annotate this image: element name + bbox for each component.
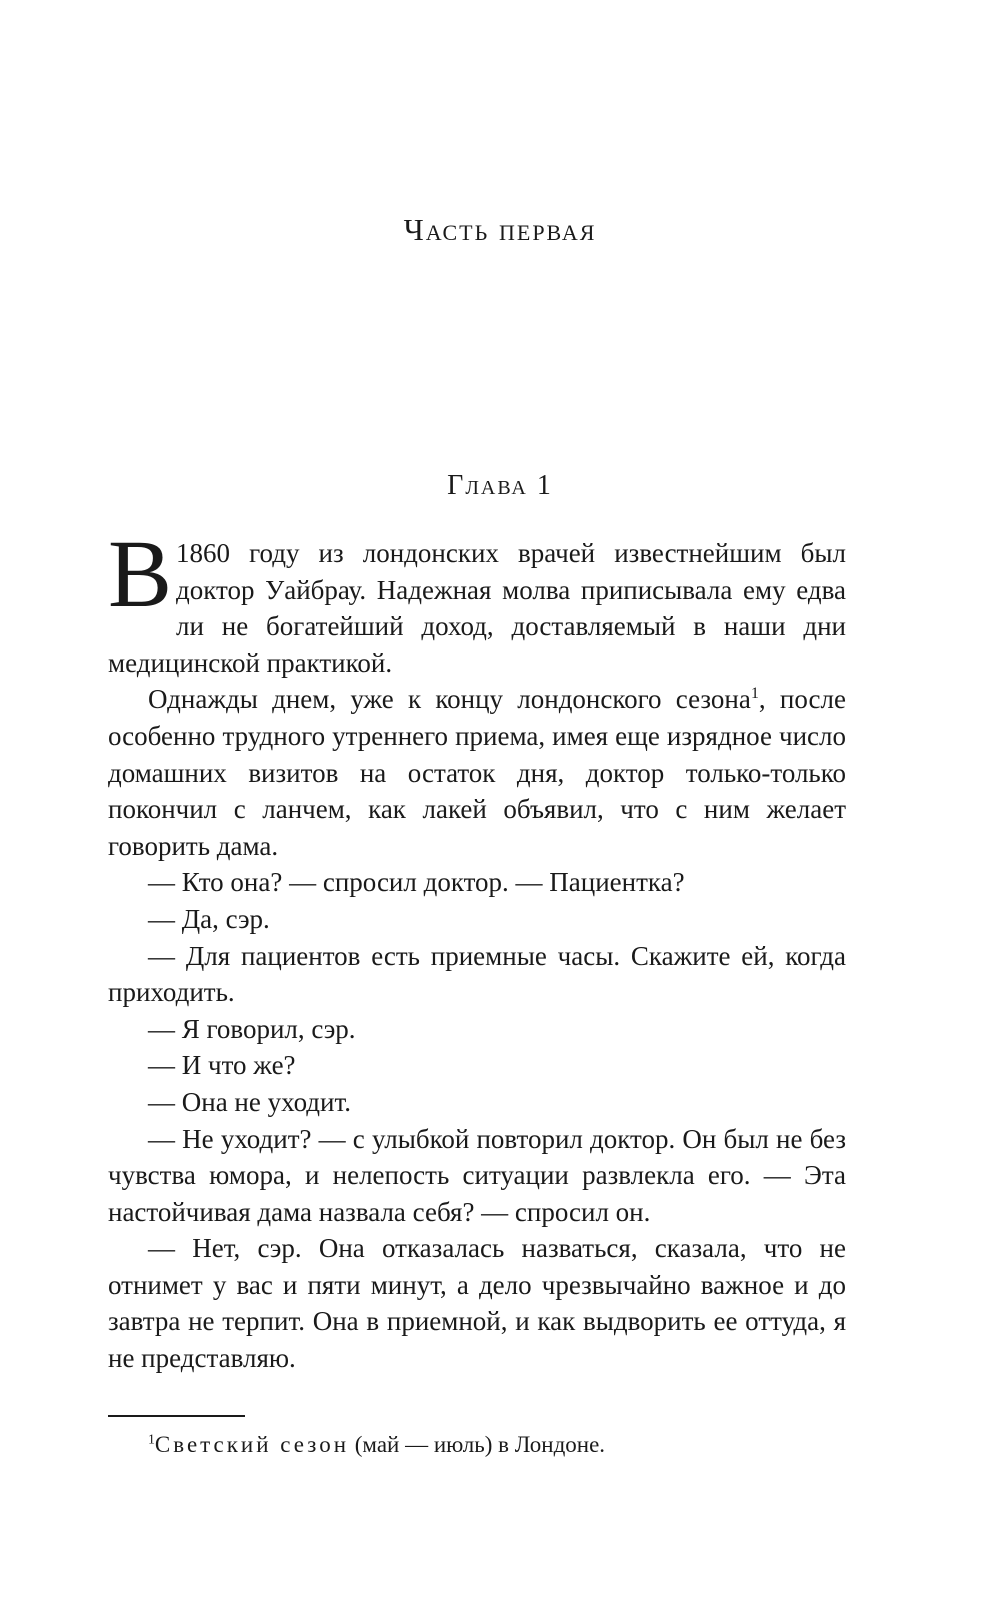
footnote — [148, 1430, 848, 1460]
paragraph-text: Однажды днем, уже к концу лондонского сезона — [148, 684, 751, 715]
chapter-body — [108, 520, 846, 1377]
part-title: Часть первая — [403, 212, 597, 247]
footnote-term: Светский сезон — [154, 1432, 350, 1457]
paragraph — [108, 681, 846, 864]
footnote-divider — [108, 1415, 245, 1417]
dialogue-line: — Да, сэр. — [148, 903, 270, 934]
dialogue-line: — И что же? — [148, 1050, 296, 1081]
paragraph-text: 1860 году из лондонских врачей известнейшим был доктор Уайбрау. Надежная молва приписывала ему едва ли не богатейший доход, доставляемый в наши дни медицинской практикой. — [108, 538, 846, 678]
dialogue-line: — Не уходит? — с улыбкой повторил доктор. Он был не без чувства юмора, и нелепость ситуации развлекла его. — Эта настойчивая дама назвала себя? — спросил он. — [108, 1123, 846, 1227]
dialogue-line: — Для пациентов есть приемные часы. Скажите ей, когда приходить. — [108, 940, 846, 1008]
paragraph-text: , после особенно трудного утреннего приема, имея еще изрядное число домашних визитов на остаток дня, доктор только-только покончил с ланчем, как лакей объявил, что с ним желает говорить дама. — [108, 684, 846, 861]
footnote-reference: 1 — [750, 684, 759, 703]
drop-cap: В — [108, 520, 173, 627]
dialogue-line: — Нет, сэр. Она отказалась назваться, сказала, что не отнимет у вас и пяти минут, а дело чрезвычайно важное и до завтра не терпит. Она в приемной, и как выдворить ее оттуда, я не представляю. — [108, 1233, 846, 1374]
paragraph-opening — [108, 520, 846, 681]
chapter-title: Глава 1 — [447, 470, 553, 501]
footnote-text: (май — июль) в Лондоне. — [349, 1432, 606, 1457]
dialogue-line: — Я говорил, сэр. — [148, 1013, 356, 1044]
dialogue-line: — Кто она? — спросил доктор. — Пациентка? — [148, 867, 685, 898]
footnote-mark: 1 — [148, 1431, 155, 1447]
dialogue-line: — Она не уходит. — [148, 1086, 352, 1117]
